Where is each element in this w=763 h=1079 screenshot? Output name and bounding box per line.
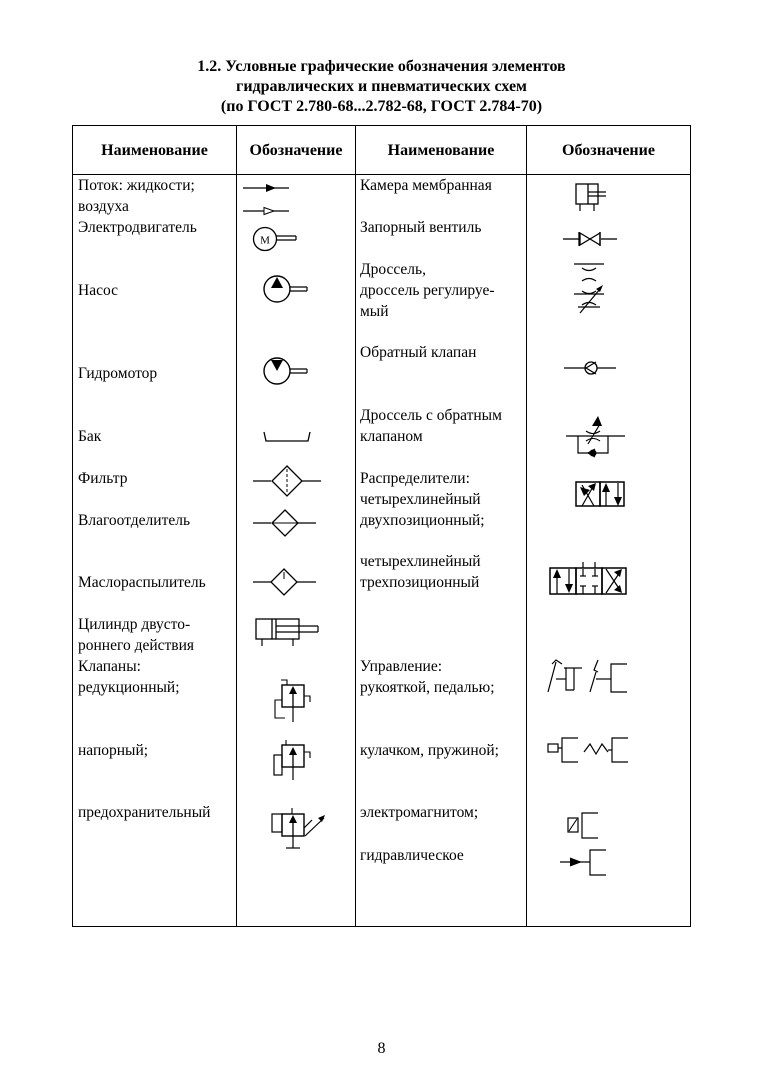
- name-hydraulic: гидравлическое: [360, 847, 464, 864]
- electric-motor-symbol: [248, 224, 300, 254]
- page-number: 8: [377, 1040, 386, 1057]
- name-flow-air: воздуха: [78, 198, 129, 215]
- flow-liquid-symbol: [240, 180, 300, 220]
- name-cam-spring: кулачком, пружиной;: [360, 742, 499, 759]
- name-pressure-valve: напорный;: [78, 742, 149, 759]
- throttle-check-symbol: [562, 412, 632, 462]
- name-moisture-separator: Влагоотделитель: [78, 512, 191, 529]
- name-lubricator: Маслораспылитель: [78, 574, 206, 591]
- name-tank: Бак: [78, 428, 102, 445]
- name-shutoff-valve: Запорный вентиль: [360, 219, 482, 236]
- hydraulic-control-symbol: [556, 846, 610, 880]
- name-hydromotor: Гидромотор: [78, 365, 158, 382]
- name-flow-liquid: Поток: жидкости;: [78, 177, 195, 194]
- name-filter: Фильтр: [78, 470, 128, 487]
- name-handle-pedal: рукояткой, педалью;: [360, 679, 495, 696]
- name-cylinder-1: Цилиндр двусто-: [78, 616, 191, 633]
- name-throttle-3: мый: [360, 303, 389, 320]
- header-symbol-2: Обозначение: [562, 142, 655, 159]
- name-membrane-chamber: Камера мембранная: [360, 177, 492, 194]
- pump-symbol: [258, 268, 310, 310]
- name-safety-valve: предохранительный: [78, 804, 211, 821]
- reducing-valve-symbol: [266, 676, 314, 728]
- tank-symbol: [260, 428, 316, 448]
- name-throttle-check-2: клапаном: [360, 428, 423, 445]
- electromagnet-control-symbol: [564, 808, 604, 844]
- name-control: Управление:: [360, 658, 443, 675]
- shutoff-valve-symbol: [560, 227, 620, 253]
- name-throttle-1: Дроссель,: [360, 261, 426, 278]
- cam-spring-control-symbol: [544, 734, 634, 770]
- pressure-valve-symbol: [266, 736, 318, 786]
- header-name-2: Наименование: [387, 142, 495, 159]
- double-acting-cylinder-symbol: [252, 614, 322, 650]
- header-name-1: Наименование: [101, 142, 208, 159]
- name-three-position: трехпозиционный: [360, 574, 480, 591]
- name-electric-motor: Электродвигатель: [78, 219, 197, 236]
- distributor-2pos-symbol: [572, 478, 628, 512]
- name-throttle-2: дроссель регулируе-: [360, 282, 495, 299]
- name-reducing-valve: редукционный;: [78, 679, 180, 696]
- title-line-1: 1.2. Условные графические обозначения элементов: [197, 58, 566, 75]
- name-pump: Насос: [78, 282, 118, 299]
- handle-pedal-control-symbol: [542, 656, 632, 696]
- name-electromagnet: электромагнитом;: [360, 804, 479, 821]
- lubricator-symbol: [250, 568, 320, 600]
- distributor-3pos-symbol: [546, 558, 630, 602]
- name-four-line-1: четырехлинейный: [360, 491, 481, 508]
- name-four-line-2: четырехлинейный: [360, 553, 481, 570]
- title-line-3: (по ГОСТ 2.780-68...2.782-68, ГОСТ 2.784-70): [220, 98, 543, 115]
- membrane-chamber-symbol: [570, 180, 610, 216]
- moisture-separator-symbol: [250, 508, 320, 540]
- name-check-valve: Обратный клапан: [360, 344, 477, 361]
- name-cylinder-2: роннего действия: [78, 637, 195, 654]
- name-valves: Клапаны:: [78, 658, 141, 675]
- hydromotor-symbol: [258, 350, 310, 392]
- name-distributors: Распределители:: [360, 470, 470, 487]
- filter-symbol: [250, 464, 324, 498]
- title-line-2: гидравлических и пневматических схем: [236, 78, 527, 95]
- check-valve-symbol: [560, 356, 620, 380]
- header-symbol-1: Обозначение: [249, 142, 343, 159]
- name-throttle-check-1: Дроссель с обратным: [360, 407, 502, 424]
- safety-valve-symbol: [266, 804, 328, 856]
- name-two-position: двухпозиционный;: [360, 512, 485, 529]
- motor-letter: M: [260, 234, 270, 247]
- throttle-symbol: [566, 258, 612, 318]
